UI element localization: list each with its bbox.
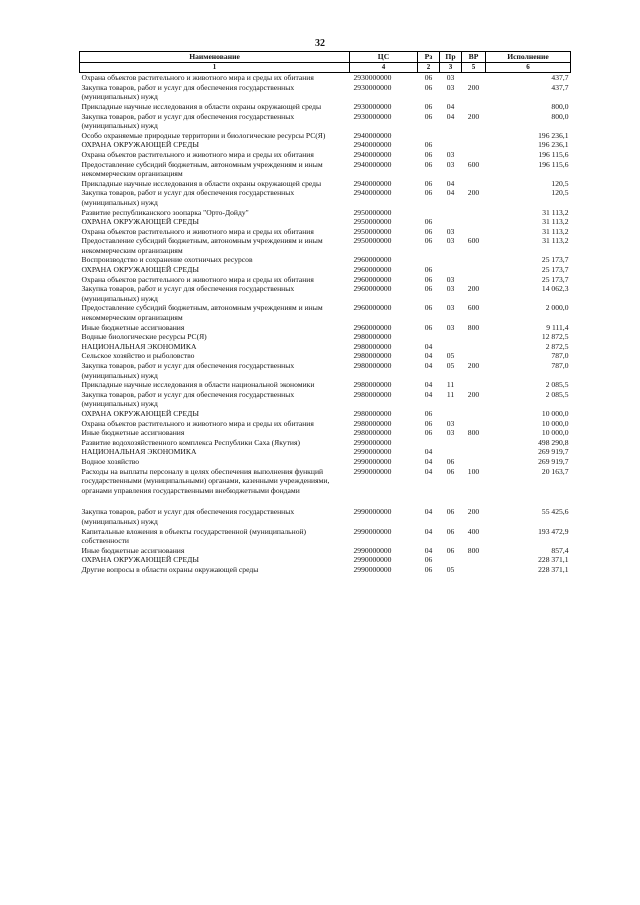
header-rz: Рз (418, 52, 440, 63)
row-pr (440, 332, 462, 342)
row-vr (462, 140, 486, 150)
table-row (80, 351, 571, 361)
row-vr (462, 419, 486, 429)
row-rz: 06 (424, 284, 433, 294)
row-code: 2940000000 (353, 178, 392, 188)
row-code: 2930000000 (353, 82, 392, 92)
row-vr: 200 (467, 284, 480, 294)
row-amount: 10 000,0 (541, 408, 569, 418)
row-vr (462, 179, 486, 189)
row-pr (440, 255, 462, 265)
row-vr (462, 227, 486, 237)
table-row (80, 332, 571, 342)
row-amount: 193 472,9 (538, 526, 569, 536)
row-code: 2950000000 (353, 236, 392, 246)
row-rz (418, 332, 440, 342)
header-number: 5 (462, 62, 486, 73)
row-code: 2930000000 (353, 101, 392, 111)
row-amount: 2 000,0 (545, 303, 569, 313)
row-pr: 06 (446, 466, 455, 476)
row-code: 2940000000 (353, 159, 392, 169)
row-amount: 228 371,1 (538, 555, 569, 565)
row-pr (440, 447, 462, 457)
row-vr: 200 (467, 389, 480, 399)
row-pr: 05 (446, 564, 455, 574)
table-row (80, 236, 571, 255)
row-vr (462, 275, 486, 285)
row-vr: 200 (467, 361, 480, 370)
row-pr: 11 (446, 389, 455, 399)
row-amount: 437,7 (551, 82, 569, 92)
row-pr: 06 (446, 545, 455, 555)
row-code: 2980000000 (353, 332, 392, 342)
row-pr (440, 555, 462, 565)
row-rz: 06 (424, 274, 433, 284)
row-amount: 31 113,2 (542, 226, 569, 236)
row-pr: 03 (446, 82, 455, 92)
row-vr: 200 (467, 188, 480, 198)
budget-table (79, 51, 571, 574)
row-amount: 196 236,1 (538, 130, 569, 140)
table-row (80, 275, 571, 285)
row-code: 2940000000 (353, 140, 392, 150)
table-row (80, 361, 571, 380)
table-header (80, 52, 571, 73)
row-code: 2960000000 (353, 255, 392, 265)
row-code: 2950000000 (353, 226, 392, 236)
row-pr (440, 265, 462, 275)
table-row (80, 467, 571, 496)
row-code: 2960000000 (353, 274, 392, 284)
row-name: Иные бюджетные ассигнования (81, 428, 185, 438)
row-name: ОХРАНА ОКРУЖАЮЩЕЙ СРЕДЫ (81, 408, 199, 418)
row-vr: 400 (467, 526, 480, 536)
row-amount: 31 113,2 (542, 236, 569, 246)
row-amount: 498 290,8 (538, 437, 569, 447)
table-row (80, 140, 571, 150)
row-name: Закупка товаров, работ и услуг для обеспечения государственных (муниципальных) нужд (81, 111, 295, 131)
row-rz (418, 438, 440, 448)
row-amount: 196 236,1 (538, 140, 569, 150)
row-name: Охрана объектов растительного и животного мира и среды их обитания (81, 418, 314, 428)
row-amount: 787,0 (551, 361, 569, 370)
row-rz: 04 (424, 447, 433, 457)
row-rz: 06 (424, 178, 433, 188)
row-vr: 600 (467, 236, 480, 246)
row-pr: 03 (446, 236, 455, 246)
row-amount: 269 919,7 (538, 447, 569, 457)
row-name: Капитальные вложения в объекты государственной (муниципальной) собственности (81, 526, 307, 546)
row-code: 2990000000 (353, 545, 392, 555)
row-name: НАЦИОНАЛЬНАЯ ЭКОНОМИКА (81, 341, 197, 351)
row-pr: 03 (446, 418, 455, 428)
table-row (80, 323, 571, 333)
row-rz: 04 (424, 545, 433, 555)
row-pr: 04 (446, 111, 455, 121)
row-rz: 06 (424, 226, 433, 236)
row-name: Иные бюджетные ассигнования (81, 322, 185, 332)
header-vr: ВР (462, 52, 486, 63)
table-row (80, 342, 571, 352)
row-amount: 2 872,5 (545, 341, 569, 351)
row-rz: 06 (424, 73, 433, 83)
row-vr (462, 555, 486, 565)
header-pr: Пр (440, 52, 462, 63)
table-row (80, 419, 571, 429)
row-vr (462, 102, 486, 112)
row-code: 2980000000 (353, 341, 392, 351)
table-row (80, 265, 571, 275)
row-name: Закупка товаров, работ и услуг для обеспечения государственных (муниципальных) нужд (81, 284, 295, 303)
row-code: 2960000000 (353, 303, 392, 313)
row-name: Водное хозяйство (81, 456, 140, 466)
row-code: 2980000000 (353, 389, 392, 399)
row-name: Закупка товаров, работ и услуг для обеспечения государственных (муниципальных) нужд (81, 361, 295, 380)
row-vr (462, 351, 486, 361)
row-code: 2980000000 (353, 351, 392, 361)
row-vr (462, 342, 486, 352)
row-vr (462, 409, 486, 419)
row-rz: 04 (424, 466, 433, 476)
table-row (80, 428, 571, 438)
row-pr: 06 (446, 526, 455, 536)
row-amount: 787,0 (551, 351, 569, 361)
row-rz: 04 (424, 389, 433, 399)
row-pr: 03 (446, 428, 455, 438)
row-code: 2980000000 (353, 418, 392, 428)
row-code: 2990000000 (353, 437, 392, 447)
row-pr: 05 (446, 351, 455, 361)
row-pr (440, 409, 462, 419)
row-code: 2950000000 (353, 207, 392, 217)
header-amount: Исполнение (486, 52, 571, 63)
table-row (80, 73, 571, 83)
row-vr: 800 (467, 545, 480, 555)
header-number: 6 (486, 62, 571, 73)
row-vr: 800 (467, 428, 480, 438)
row-name: Охрана объектов растительного и животного мира и среды их обитания (81, 226, 314, 236)
row-name: Закупка товаров, работ и услуг для обеспечения государственных (муниципальных) нужд (81, 82, 295, 102)
row-rz: 06 (424, 111, 433, 121)
row-amount: 2 085,5 (545, 389, 569, 399)
page-number: 32 (315, 38, 325, 49)
row-vr: 200 (467, 507, 480, 517)
row-rz: 04 (424, 341, 433, 351)
row-rz: 06 (424, 428, 433, 438)
table-row (80, 102, 571, 112)
row-name: ОХРАНА ОКРУЖАЮЩЕЙ СРЕДЫ (81, 265, 199, 275)
row-rz: 06 (424, 82, 433, 92)
row-vr: 200 (467, 111, 480, 121)
row-name: Прикладные научные исследования в области национальной экономики (81, 380, 315, 390)
row-rz: 06 (424, 564, 433, 574)
row-code: 2990000000 (353, 466, 392, 476)
row-code: 2990000000 (353, 555, 392, 565)
row-vr (462, 265, 486, 275)
table-row (80, 188, 571, 207)
row-amount: 800,0 (551, 101, 569, 111)
header-code: ЦС (350, 52, 418, 63)
row-amount: 25 173,7 (541, 265, 569, 275)
table-row (80, 131, 571, 141)
row-name: ОХРАНА ОКРУЖАЮЩЕЙ СРЕДЫ (81, 555, 199, 565)
row-pr (440, 217, 462, 227)
table-row (80, 438, 571, 448)
row-pr: 06 (446, 456, 455, 466)
row-pr: 03 (446, 274, 455, 284)
table-row (80, 150, 571, 160)
table-row (80, 160, 571, 179)
table-row (80, 409, 571, 419)
table-row (80, 565, 571, 575)
row-amount: 14 062,3 (541, 284, 569, 294)
row-name: Охрана объектов растительного и животного мира и среды их обитания (81, 274, 314, 284)
row-rz: 04 (424, 507, 433, 517)
row-name: Предоставление субсидий бюджетным, автономным учреждениям и иным некоммерческим организациям (81, 159, 323, 179)
table-row (80, 457, 571, 467)
row-rz: 04 (424, 380, 433, 390)
row-code: 2990000000 (353, 507, 392, 517)
row-amount: 800,0 (551, 111, 569, 121)
table-row (80, 83, 571, 102)
row-rz: 06 (424, 159, 433, 169)
row-amount: 12 872,5 (541, 332, 569, 342)
row-vr: 600 (467, 303, 480, 313)
row-amount: 10 000,0 (541, 428, 569, 438)
row-name: Предоставление субсидий бюджетным, автономным учреждениям и иным некоммерческим организациям (81, 303, 323, 323)
row-amount: 31 113,2 (542, 207, 569, 217)
row-rz: 06 (424, 322, 433, 332)
row-pr (440, 342, 462, 352)
table-row (80, 284, 571, 303)
row-name: Развитие республиканского зоопарка "Орто-Дойду" (81, 207, 249, 217)
row-pr: 06 (446, 507, 455, 517)
header-number: 3 (440, 62, 462, 73)
row-rz: 06 (424, 265, 433, 275)
row-rz: 04 (424, 361, 433, 370)
header-number: 1 (80, 62, 350, 73)
row-rz: 06 (424, 236, 433, 246)
row-code: 2990000000 (353, 564, 392, 574)
row-rz: 06 (424, 140, 433, 150)
row-name: Прикладные научные исследования в области охраны окружающей среды (81, 178, 322, 188)
row-name: Другие вопросы в области охраны окружающей среды (81, 564, 259, 574)
row-vr (462, 438, 486, 448)
row-vr (462, 457, 486, 467)
row-pr: 03 (446, 226, 455, 236)
table-row (80, 380, 571, 390)
row-pr: 04 (446, 188, 455, 198)
row-code: 2940000000 (353, 130, 392, 140)
row-name: Иные бюджетные ассигнования (81, 545, 185, 555)
row-rz: 04 (424, 526, 433, 536)
header-number: 4 (350, 62, 418, 73)
header-number: 2 (418, 62, 440, 73)
row-code: 2930000000 (353, 73, 392, 83)
row-amount: 196 115,6 (538, 159, 569, 169)
row-rz: 06 (424, 418, 433, 428)
row-pr: 03 (446, 149, 455, 159)
row-vr (462, 255, 486, 265)
row-amount: 437,7 (551, 73, 569, 83)
row-rz: 06 (424, 149, 433, 159)
row-code: 2980000000 (353, 361, 392, 370)
row-rz: 04 (424, 351, 433, 361)
row-name: Охрана объектов растительного и животного мира и среды их обитания (81, 149, 314, 159)
row-code: 2930000000 (353, 111, 392, 121)
row-rz: 04 (424, 456, 433, 466)
row-amount: 857,4 (551, 545, 569, 555)
table-row (80, 255, 571, 265)
row-amount: 196 115,6 (538, 149, 569, 159)
row-code: 2990000000 (353, 447, 392, 457)
table-row (80, 303, 571, 322)
row-vr (462, 380, 486, 390)
row-amount: 2 085,5 (545, 380, 569, 390)
row-amount: 25 173,7 (541, 255, 569, 265)
row-amount: 120,5 (551, 178, 569, 188)
row-rz (418, 208, 440, 218)
row-vr (462, 447, 486, 457)
row-name: Закупка товаров, работ и услуг для обеспечения государственных (муниципальных) нужд (81, 507, 295, 526)
row-name: Особо охраняемые природные территории и биологические ресурсы РС(Я) (81, 130, 326, 140)
row-name: ОХРАНА ОКРУЖАЮЩЕЙ СРЕДЫ (81, 217, 199, 227)
table-row (80, 527, 571, 546)
row-name: Прикладные научные исследования в области охраны окружающей среды (81, 101, 322, 111)
row-name: Водные биологические ресурсы РС(Я) (81, 332, 207, 342)
row-pr (440, 140, 462, 150)
row-name: Закупка товаров, работ и услуг для обеспечения государственных (муниципальных) нужд (81, 188, 295, 207)
row-name: Развитие водохозяйственного комплекса Республики Саха (Якутия) (81, 437, 300, 447)
row-code: 2980000000 (353, 380, 392, 390)
row-pr: 04 (446, 101, 455, 111)
row-pr: 03 (446, 73, 455, 83)
row-name: Закупка товаров, работ и услуг для обеспечения государственных (муниципальных) нужд (81, 389, 295, 409)
row-code: 2980000000 (353, 408, 392, 418)
row-pr: 03 (446, 159, 455, 169)
row-amount: 31 113,2 (542, 217, 569, 227)
row-code: 2960000000 (353, 284, 392, 294)
table-body (80, 73, 571, 575)
row-pr: 03 (446, 284, 455, 294)
table-row (80, 227, 571, 237)
row-vr (462, 73, 486, 83)
row-amount: 55 425,6 (541, 507, 569, 517)
row-name: Предоставление субсидий бюджетным, автономным учреждениям и иным некоммерческим организациям (81, 236, 323, 255)
row-pr (440, 131, 462, 141)
table-row (80, 217, 571, 227)
row-name: Воспроизводство и сохранение охотничьих ресурсов (81, 255, 253, 265)
table-row (80, 555, 571, 565)
row-vr: 600 (467, 159, 480, 169)
row-code: 2950000000 (353, 217, 392, 227)
row-pr: 05 (446, 361, 455, 370)
row-amount: 120,5 (551, 188, 569, 198)
table-row (80, 546, 571, 556)
row-code: 2980000000 (353, 428, 392, 438)
row-pr (440, 438, 462, 448)
row-amount: 10 000,0 (541, 418, 569, 428)
row-amount: 20 163,7 (541, 466, 569, 476)
row-name: Сельское хозяйство и рыболовство (81, 351, 195, 361)
row-pr: 11 (446, 380, 455, 390)
row-rz: 06 (424, 303, 433, 313)
row-code: 2960000000 (353, 322, 392, 332)
row-code: 2960000000 (353, 265, 392, 275)
row-vr: 800 (467, 322, 480, 332)
row-amount: 9 111,4 (546, 322, 569, 332)
table-row (80, 390, 571, 409)
row-vr: 100 (467, 466, 480, 476)
row-vr (462, 131, 486, 141)
row-rz (418, 131, 440, 141)
row-name: Охрана объектов растительного и животного мира и среды их обитания (81, 73, 314, 83)
row-rz: 06 (424, 555, 433, 565)
row-pr: 03 (446, 322, 455, 332)
row-rz: 06 (424, 188, 433, 198)
row-vr (462, 150, 486, 160)
row-code: 2990000000 (353, 456, 392, 466)
row-vr (462, 208, 486, 218)
row-rz: 06 (424, 217, 433, 227)
row-pr: 03 (446, 303, 455, 313)
row-pr: 04 (446, 178, 455, 188)
row-amount: 25 173,7 (541, 274, 569, 284)
row-name: НАЦИОНАЛЬНАЯ ЭКОНОМИКА (81, 447, 197, 457)
row-pr (440, 208, 462, 218)
row-name: Расходы на выплаты персоналу в целях обеспечения выполнения функций государственными (муниципальными) органами, казенными учреждениями, органами управления государственными внебюджетными фондами (81, 466, 330, 495)
table-row (80, 495, 571, 526)
row-amount: 228 371,1 (538, 564, 569, 574)
table-row (80, 179, 571, 189)
row-code: 2940000000 (353, 149, 392, 159)
row-name: ОХРАНА ОКРУЖАЮЩЕЙ СРЕДЫ (81, 140, 199, 150)
row-vr (462, 565, 486, 575)
row-amount: 269 919,7 (538, 456, 569, 466)
row-vr (462, 217, 486, 227)
row-vr: 200 (467, 82, 480, 92)
table-row (80, 112, 571, 131)
table-row (80, 208, 571, 218)
row-rz: 06 (424, 408, 433, 418)
row-rz (418, 255, 440, 265)
row-code: 2990000000 (353, 526, 392, 536)
row-rz: 06 (424, 101, 433, 111)
row-code: 2940000000 (353, 188, 392, 198)
table-row (80, 447, 571, 457)
header-name: Наименование (80, 52, 350, 63)
row-vr (462, 332, 486, 342)
